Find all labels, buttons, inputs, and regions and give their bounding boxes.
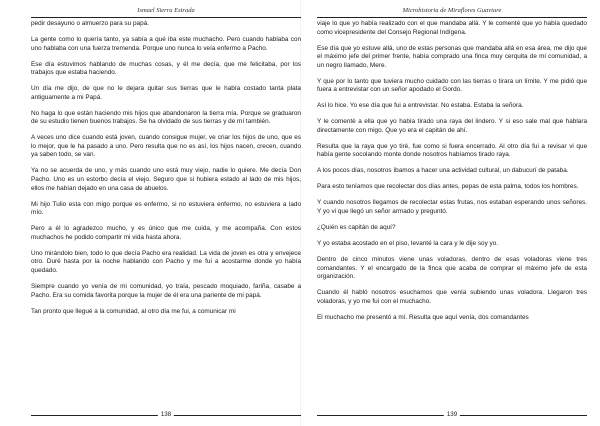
paragraph: Cuando él habló nosotros esuchamos que venía subiendo unas voladora. Llegaron tres voladoras, y yo me fui con el muchacho. xyxy=(317,289,587,305)
paragraph: Y que por lo tanto que tuviera mucho cuidado con las tierras o tirara un límite. Y me pidió que fuera a entrevistar con un señor apodado el Gordo. xyxy=(317,77,587,94)
page-footer xyxy=(31,411,301,419)
paragraph: Ese día que yo estuve allá, uno de estas personas que mandaba allá en esa área, me dijo que el máximo jefe del primer frente, había comprado una finca muy cerquita de mi comunidad, a un negro llamado, Mere. xyxy=(317,44,587,69)
paragraph: Ese día estuvimos hablando de muchas cosas, y él me decía, que me felicitaba, por los trabajos que estaba haciendo. xyxy=(31,60,301,77)
paragraph: El muchacho me presentó a mí. Resulta que aquí venía, dos comandantes xyxy=(317,313,529,321)
paragraph: A veces uno dice cuando está joven, cuando consigue mujer, ve criar los hijos de uno, que es lo mejor, que le ha pasado a uno. Pero resulta que no es así, los hijos nacen, crecen, cuando ya saben todo, se van. xyxy=(31,134,301,159)
page-number: 139 xyxy=(444,411,460,419)
paragraph: ¿Quién es capitán de aquí? xyxy=(317,224,396,232)
paragraph: Mi hijo Tulio esta con migo porque es enfermo, si no estuviera enfermo, no estuviera a lado mío. xyxy=(31,200,301,217)
page-number: 138 xyxy=(158,411,174,419)
paragraph: Resulta que la raya que yo tiré, fue como si fuera encerrado. Al otro día fui a revisar vi que había gente socolando monte donde nosotros habíamos tirado raya. xyxy=(317,142,587,159)
running-header-title: Microhistoria de Miraflores Guaviare xyxy=(402,7,502,14)
paragraph: Y cuando nosotros llegamos de recolectar estas frutas, nos estaban esperando unos señores. Y yo vi que llegó un señor armado y preguntó. xyxy=(317,199,587,216)
right-page xyxy=(317,0,587,426)
running-header-author: Ismael Sierra Estrada xyxy=(137,7,195,14)
header-rule xyxy=(31,17,301,18)
paragraph: Y le comenté a ella que yo había tirado una raya del lindero. Y si eso sale mal que hablara directamente con migo. Que yo era el capitán de ahí. xyxy=(317,118,587,134)
paragraph: Siempre cuando yo venía de mi comunidad, yo traía, pescado moquiado, fariña, casabe a Pacho. Era su comida favorita porque la mujer de él era una pariente de mi papá. xyxy=(31,282,301,299)
paragraph: Ya no se acuerda de uno, y más cuando uno está muy viejo, nadie lo quiere. Me decía Don Pacho. Uno es un estorbo decía el viejo. Seguro que si hubiera estado al lado de mis hijos, ellos me habían dejado en una casa de abuelos. xyxy=(31,167,301,192)
paragraph: La gente como lo quería tanto, ya sabía a qué iba este muchacho. Pero cuando hablaba con uno hablaba con una fuerza tremenda. Porque uno nunca lo veía enfermo a Pacho. xyxy=(31,35,301,52)
paragraph: No haga lo que están haciendo mis hijos que abandonaron la tierra mía. Porque se graduaron de su estudio tienen buenos trabajos. Se ha olvidado de sus tierras y de mí también. xyxy=(31,109,301,126)
paragraph: Uno mirándolo bien, todo lo que decía Pacho era realidad. La vida de joven es otra y envejece otro. Duré hasta por la noche hablando con Pacho y me fui a acostarme donde yo había quedado. xyxy=(31,249,301,274)
paragraph: Pero a él lo agradezco mucho, y es único que me cuida, y me acompaña. Con estos muchachos he podido compartir mi vida hasta ahora. xyxy=(31,225,301,241)
paragraph: Un día me dijo, de que no le dejara quitar sus tierras que le había costado tanta plata antiguamente a mi Papá. xyxy=(31,85,301,101)
header-rule xyxy=(317,17,587,18)
paragraph: pedir desayuno o almuerzo para su papá. xyxy=(31,20,149,27)
paragraph: Para esto teníamos que recolectar dos días antes, pepas de esta palma, todos los hombres. xyxy=(317,183,579,191)
paragraph: Dentro de cinco minutos viene unas voladoras, dentro de esas voladoras viene tres comandantes. Y el encargado de la finca que acaba de comprar el máximo jefe de esta organización. xyxy=(317,255,587,281)
page-body xyxy=(317,20,587,330)
left-page xyxy=(31,0,301,426)
paragraph: viaje lo que yo había realizado con el que mandaba allá. Y le comenté que yo había quedado como vicepresidente del Consejo Regional Indígena. xyxy=(317,20,587,36)
paragraph: Y yo estaba acostado en el piso, levanté la cara y le dije soy yo. xyxy=(317,240,499,247)
paragraph: A los pocos días, nosotros íbamos a hacer una actividad cultural, un dabucurí de pataba. xyxy=(317,167,569,175)
page-body xyxy=(31,20,301,324)
page-footer xyxy=(317,411,587,419)
paragraph: Tan pronto que llegué a la comunidad, al otro día me fui, a comunicar mi xyxy=(31,307,236,315)
paragraph: Así lo hice. Yo ese día que fui a entrevistar. No estaba. Estaba la señora. xyxy=(317,102,524,110)
